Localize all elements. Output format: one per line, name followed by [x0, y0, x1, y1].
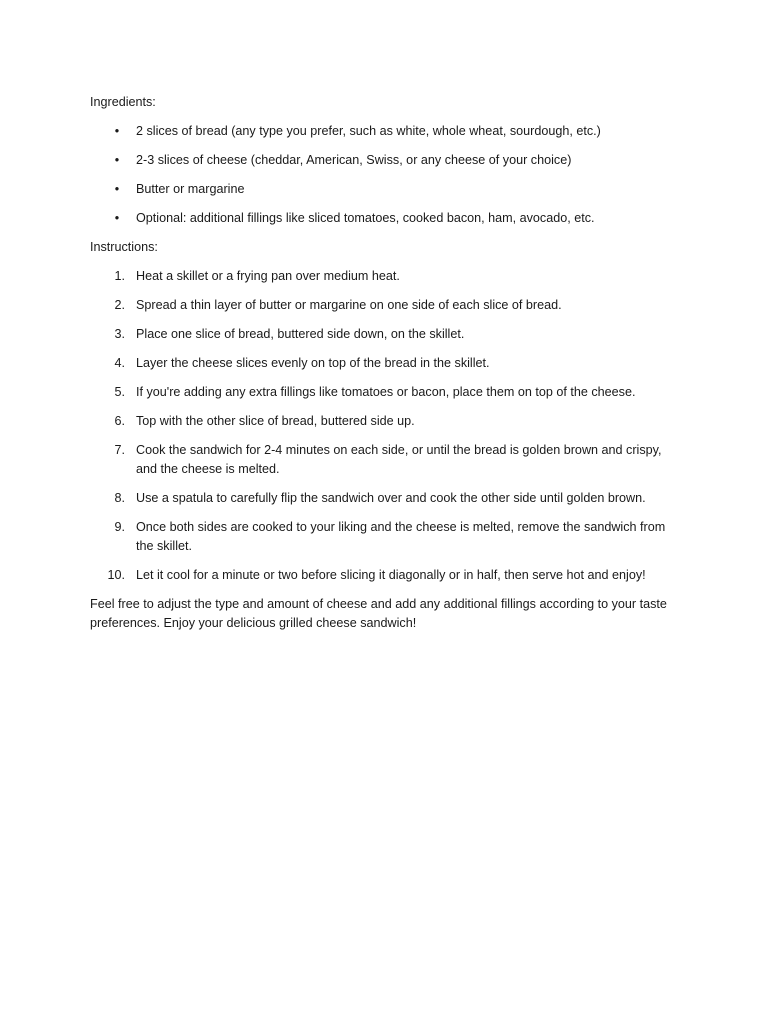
list-item	[90, 296, 678, 315]
step-text: If you're adding any extra fillings like tomatoes or bacon, place them on top of the cheese.	[136, 385, 636, 399]
list-item	[90, 412, 678, 431]
instructions-list	[90, 267, 678, 585]
ingredient-text: Optional: additional fillings like sliced tomatoes, cooked bacon, ham, avocado, etc.	[136, 211, 595, 225]
step-text: Heat a skillet or a frying pan over medium heat.	[136, 269, 400, 283]
step-text: Top with the other slice of bread, buttered side up.	[136, 414, 415, 428]
closing-paragraph: Feel free to adjust the type and amount of cheese and add any additional fillings according to your taste preferences. Enjoy your delicious grilled cheese sandwich!	[90, 597, 667, 630]
list-item	[90, 489, 678, 508]
list-item	[90, 209, 678, 228]
step-number: 5.	[114, 385, 125, 399]
ingredients-list	[90, 122, 678, 228]
bullet-icon: •	[114, 124, 120, 138]
step-number: 1.	[114, 269, 125, 283]
list-item	[90, 383, 678, 402]
step-number: 10.	[107, 568, 125, 582]
step-text: Layer the cheese slices evenly on top of the bread in the skillet.	[136, 356, 490, 370]
list-item	[90, 180, 678, 199]
ingredient-text: 2 slices of bread (any type you prefer, such as white, whole wheat, sourdough, etc.)	[136, 124, 601, 138]
step-text: Spread a thin layer of butter or margarine on one side of each slice of bread.	[136, 298, 562, 312]
list-item	[90, 518, 678, 556]
bullet-icon: •	[114, 153, 120, 167]
list-item	[90, 151, 678, 170]
step-number: 2.	[114, 298, 125, 312]
step-number: 7.	[114, 443, 125, 457]
step-number: 6.	[114, 414, 125, 428]
step-text: Let it cool for a minute or two before slicing it diagonally or in half, then serve hot and enjoy!	[136, 568, 646, 582]
list-item	[90, 566, 678, 585]
step-number: 8.	[114, 491, 125, 505]
step-text: Place one slice of bread, buttered side down, on the skillet.	[136, 327, 465, 341]
step-number: 9.	[114, 520, 125, 534]
list-item	[90, 441, 678, 479]
list-item	[90, 122, 678, 141]
list-item	[90, 267, 678, 286]
step-text: Cook the sandwich for 2-4 minutes on each side, or until the bread is golden brown and crispy, and the cheese is melted.	[136, 443, 662, 476]
list-item	[90, 354, 678, 373]
bullet-icon: •	[114, 182, 120, 196]
step-text: Once both sides are cooked to your liking and the cheese is melted, remove the sandwich from the skillet.	[136, 520, 666, 553]
ingredient-text: 2-3 slices of cheese (cheddar, American, Swiss, or any cheese of your choice)	[136, 153, 572, 167]
step-number: 3.	[114, 327, 125, 341]
ingredients-heading: Ingredients:	[90, 95, 156, 109]
step-text: Use a spatula to carefully flip the sandwich over and cook the other side until golden brown.	[136, 491, 646, 505]
list-item	[90, 325, 678, 344]
ingredient-text: Butter or margarine	[136, 182, 245, 196]
instructions-heading: Instructions:	[90, 240, 158, 254]
bullet-icon: •	[114, 211, 120, 225]
step-number: 4.	[114, 356, 125, 370]
